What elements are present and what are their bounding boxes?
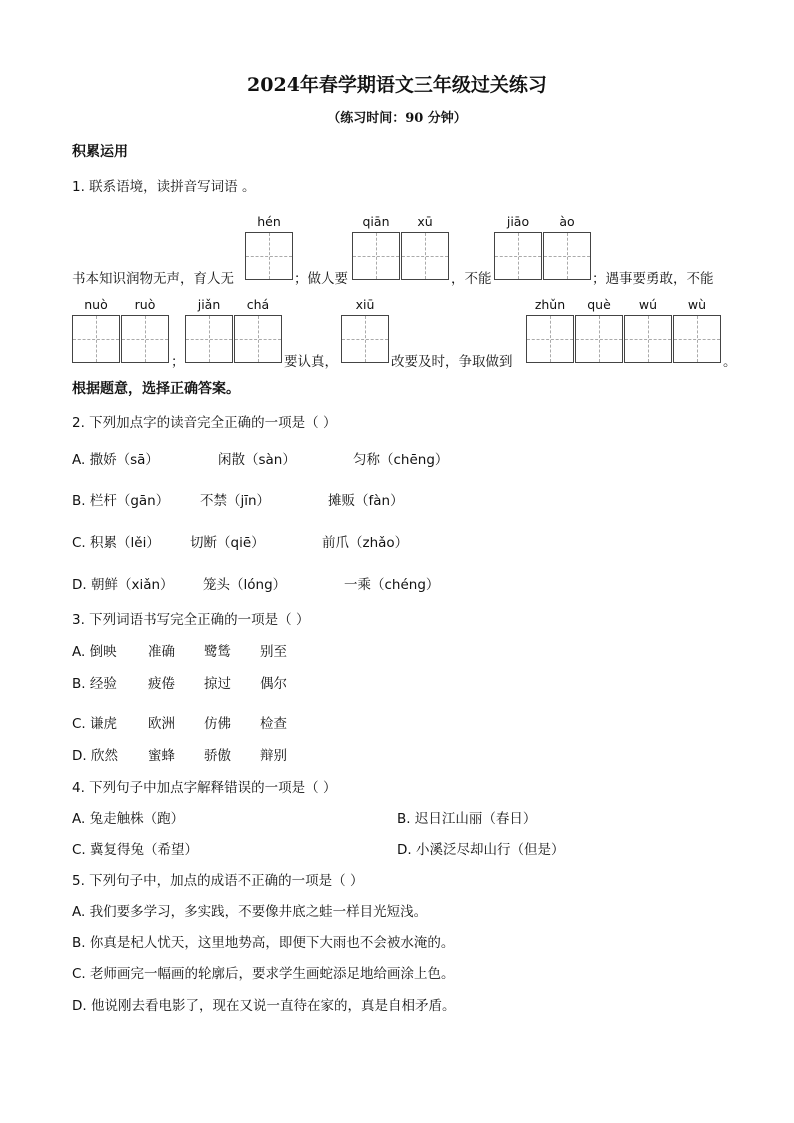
answer-box-ao[interactable] (543, 232, 591, 280)
pinyin-xu: xū (417, 214, 433, 229)
q3-option-c-4: 检查 (260, 716, 287, 732)
q3-option-b-2: 疲倦 (148, 676, 175, 692)
answer-box-xu[interactable] (401, 232, 449, 280)
answer-box-xiu[interactable] (341, 315, 389, 363)
q3-option-d-4: 辩别 (260, 748, 287, 764)
q1-line2-part-c: 改要及时，争取做到 (391, 354, 513, 370)
q3-option-d-3: 骄傲 (204, 748, 231, 764)
q1-line1-part-a: 书本知识润物无声，育人无 (72, 271, 234, 287)
answer-box-hen[interactable] (245, 232, 293, 280)
q4-option-a[interactable]: A. 兔走触株（跑） (72, 811, 185, 827)
answer-box-zhun[interactable] (526, 315, 574, 363)
pinyin-nuo: nuò (84, 297, 108, 312)
pinyin-ao: ào (559, 214, 575, 229)
q4-stem: 4. 下列句子中加点字解释错误的一项是（ ） (72, 780, 337, 796)
answer-box-ruo[interactable] (121, 315, 169, 363)
q5-option-b[interactable]: B. 你真是杞人忧天，这里地势高，即便下大雨也不会被水淹的。 (72, 935, 455, 951)
answer-box-nuo[interactable] (72, 315, 120, 363)
q5-option-d[interactable]: D. 他说刚去看电影了，现在又说一直待在家的，真是自相矛盾。 (72, 998, 456, 1014)
page-subtitle: （练习时间：90 分钟） (327, 111, 467, 126)
q3-option-c-3: 仿佛 (204, 716, 231, 732)
q3-option-a-1[interactable]: A. 倒映 (72, 644, 117, 660)
pinyin-hen: hén (257, 214, 281, 229)
q3-option-a-3: 鹭鸶 (204, 644, 231, 660)
section-heading-2: 根据题意，选择正确答案。 (72, 381, 240, 397)
answer-box-jian[interactable] (185, 315, 233, 363)
pinyin-xiu: xiū (355, 297, 375, 312)
q3-option-b-3: 掠过 (204, 676, 231, 692)
q2-stem: 2. 下列加点字的读音完全正确的一项是（ ） (72, 415, 337, 431)
q3-option-d-2: 蜜蜂 (148, 748, 175, 764)
answer-box-wu-2[interactable] (673, 315, 721, 363)
q2-option-a-1[interactable]: A. 撒娇（sā） (72, 452, 159, 468)
q3-option-b-1[interactable]: B. 经验 (72, 676, 117, 692)
q5-stem: 5. 下列句子中，加点的成语不正确的一项是（ ） (72, 873, 364, 889)
pinyin-ruo: ruò (134, 297, 156, 312)
q2-option-b-3: 摊贩（fàn） (328, 493, 404, 509)
q3-option-a-2: 准确 (148, 644, 175, 660)
pinyin-qian: qiān (362, 214, 390, 229)
pinyin-jiao: jiāo (506, 214, 530, 229)
q2-option-d-2: 笼头（lóng） (203, 577, 287, 593)
q4-option-c[interactable]: C. 冀复得兔（希望） (72, 842, 199, 858)
pinyin-cha: chá (246, 297, 270, 312)
q2-option-a-3: 匀称（chēng） (353, 452, 449, 468)
pinyin-wu-2: wù (687, 297, 707, 312)
q3-option-c-1[interactable]: C. 谦虎 (72, 716, 118, 732)
q2-option-c-2: 切断（qiē） (190, 535, 265, 551)
q5-option-c[interactable]: C. 老师画完一幅画的轮廓后，要求学生画蛇添足地给画涂上色。 (72, 966, 455, 982)
q1-line2-part-b: 要认真， (284, 354, 338, 370)
answer-box-que[interactable] (575, 315, 623, 363)
q2-option-a-2: 闲散（sàn） (218, 452, 296, 468)
q4-option-b[interactable]: B. 迟日江山丽（春日） (397, 811, 537, 827)
q2-option-c-3: 前爪（zhǎo） (322, 535, 409, 551)
q5-option-a[interactable]: A. 我们要多学习，多实践，不要像井底之蛙一样目光短浅。 (72, 904, 428, 920)
q2-option-d-3: 一乘（chéng） (344, 577, 440, 593)
answer-box-qian[interactable] (352, 232, 400, 280)
q1-line2-part-a: ； (171, 354, 185, 370)
q3-option-a-4: 别至 (260, 644, 287, 660)
pinyin-wu: wú (638, 297, 658, 312)
pinyin-zhun: zhǔn (534, 297, 566, 312)
section-heading-1: 积累运用 (72, 144, 128, 160)
q3-option-b-4: 偶尔 (260, 676, 287, 692)
pinyin-que: què (587, 297, 611, 312)
q2-option-c-1[interactable]: C. 积累（lěi） (72, 535, 160, 551)
q2-option-b-1[interactable]: B. 栏杆（gān） (72, 493, 170, 509)
q3-option-c-2: 欧洲 (148, 716, 175, 732)
answer-box-cha[interactable] (234, 315, 282, 363)
q1-line1-part-b: ；做人要 (294, 271, 348, 287)
q1-stem: 1. 联系语境，读拼音写词语 。 (72, 179, 256, 195)
q2-option-b-2: 不禁（jīn） (200, 493, 271, 509)
q3-option-d-1[interactable]: D. 欣然 (72, 748, 118, 764)
q1-line2-part-d: 。 (723, 354, 737, 370)
q2-option-d-1[interactable]: D. 朝鲜（xiǎn） (72, 577, 174, 593)
q1-line1-part-d: ；遇事要勇敢，不能 (592, 271, 714, 287)
answer-box-jiao[interactable] (494, 232, 542, 280)
page-title: 2024年春学期语文三年级过关练习 (247, 74, 547, 96)
answer-box-wu[interactable] (624, 315, 672, 363)
q1-line1-part-c: ，不能 (451, 271, 492, 287)
pinyin-jian: jiǎn (197, 297, 221, 312)
q3-stem: 3. 下列词语书写完全正确的一项是（ ） (72, 612, 310, 628)
q4-option-d[interactable]: D. 小溪泛尽却山行（但是） (397, 842, 565, 858)
